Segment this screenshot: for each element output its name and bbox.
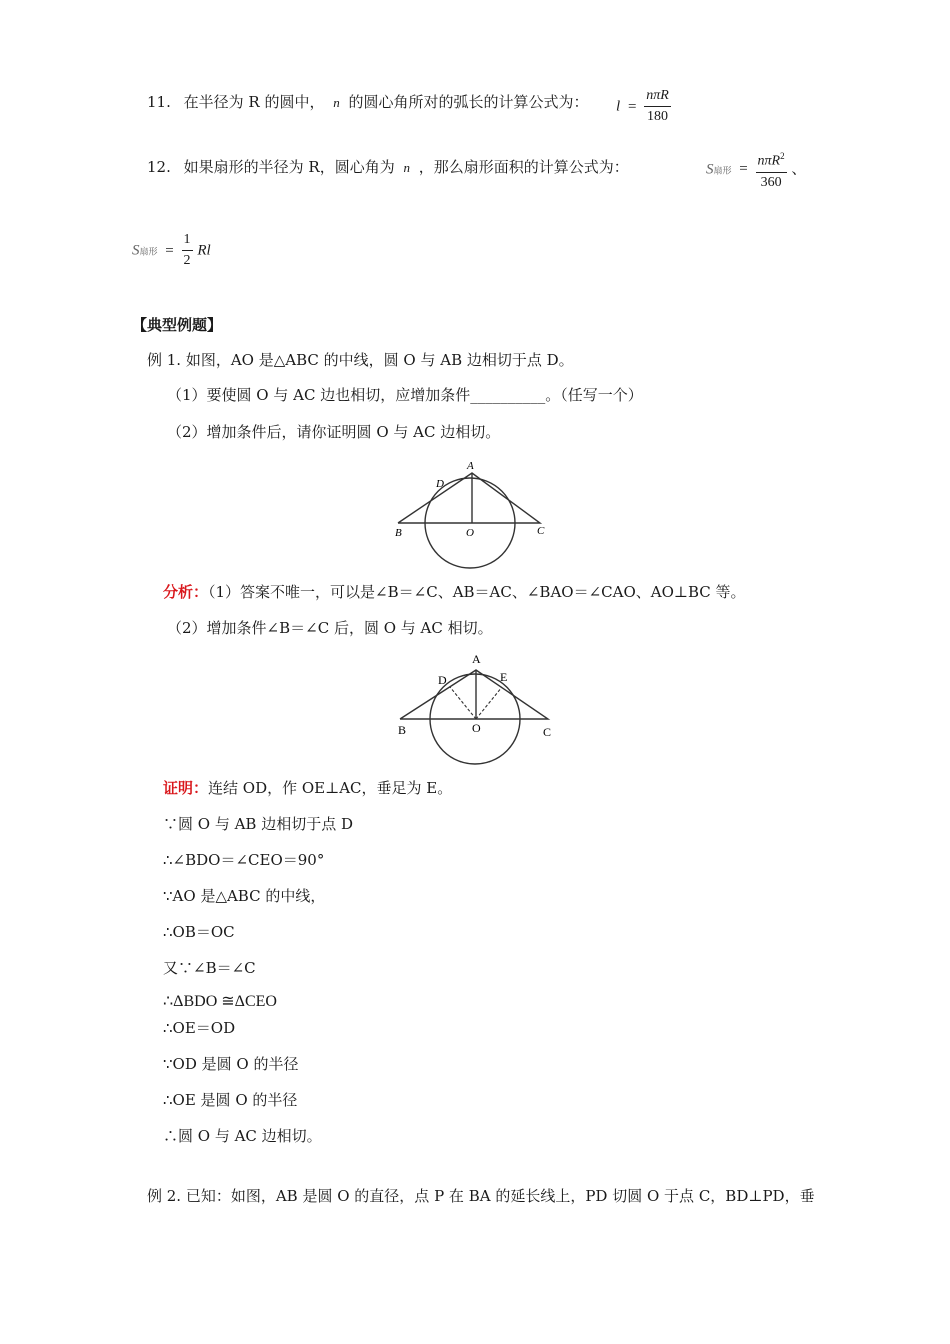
item-12-var-n: n bbox=[403, 160, 410, 175]
proof-text: 连结 OD，作 OE⊥AC，垂足为 E。 bbox=[208, 779, 453, 797]
item-11-text-a: 在半径为 R 的圆中， bbox=[183, 93, 325, 111]
example-1-figure-2 bbox=[392, 647, 557, 765]
figure-2-label-e: E bbox=[500, 670, 508, 684]
figure-2-dashed-oe bbox=[476, 687, 502, 719]
sector-area-eq: = bbox=[739, 161, 748, 178]
item-12-number: 12. bbox=[147, 158, 171, 176]
example-2-title: 例 2. 已知：如图，AB 是圆 O 的直径，点 P 在 BA 的延长线上，PD 切圆 O 于点 C，BD⊥PD，垂 bbox=[147, 1187, 815, 1205]
sector-area-numerator-sup: 2 bbox=[780, 151, 785, 161]
example-1-question-2: （2）增加条件后，请你证明圆 O 与 AC 边相切。 bbox=[167, 423, 501, 441]
proof-step: ∴圆 O 与 AC 边相切。 bbox=[163, 1127, 322, 1145]
analysis-text: （1）答案不唯一，可以是∠B＝∠C、AB＝AC、∠BAO＝∠CAO、AO⊥BC 等。 bbox=[208, 583, 746, 601]
sector-area2-lhs-sub: 扇形 bbox=[139, 247, 158, 258]
sector-area2-lhs: S bbox=[132, 242, 140, 259]
figure-1-label-d: D bbox=[436, 478, 444, 490]
sector-area-numerator bbox=[756, 146, 787, 173]
section-title: 【典型例题】 bbox=[132, 316, 223, 334]
example-1-title: 例 1. 如图，AO 是△ABC 的中线，圆 O 与 AB 边相切于点 D。 bbox=[147, 351, 574, 369]
arc-length-lhs: l bbox=[616, 98, 621, 115]
figure-1-label-b: B bbox=[395, 527, 402, 539]
proof-step: ∴OB＝OC bbox=[163, 923, 235, 941]
proof bbox=[163, 778, 452, 798]
item-11-var-n: n bbox=[333, 95, 340, 110]
sector-area-numerator-base: nπR bbox=[757, 153, 781, 169]
proof-step: 又∵∠B＝∠C bbox=[163, 959, 256, 977]
figure-2-label-d: D bbox=[438, 673, 447, 687]
sector-area2-denominator: 2 bbox=[183, 253, 191, 268]
item-11 bbox=[147, 92, 589, 113]
proof-step: ∵AO 是△ABC 的中线， bbox=[163, 887, 326, 905]
analysis-label: 分析： bbox=[163, 583, 209, 601]
analysis bbox=[163, 582, 746, 602]
arc-length-numerator: nπR bbox=[644, 86, 671, 107]
sector-area-formula-2 bbox=[132, 230, 211, 271]
arc-length-denominator: 180 bbox=[646, 109, 668, 124]
item-11-number: 11. bbox=[147, 93, 171, 111]
figure-2-label-b: B bbox=[398, 723, 407, 737]
example-1-figure bbox=[390, 455, 560, 570]
proof-step: ∴OE 是圆 O 的半径 bbox=[163, 1091, 298, 1109]
figure-2-dashed-od bbox=[450, 687, 476, 719]
sector-area-formula bbox=[706, 146, 806, 193]
item-12-text-a: 如果扇形的半径为 R，圆心角为 bbox=[183, 158, 395, 176]
arc-length-formula bbox=[616, 86, 671, 127]
figure-2-label-o: O bbox=[472, 721, 481, 735]
figure-1-label-a: A bbox=[467, 460, 474, 472]
sector-area2-numerator: 1 bbox=[182, 230, 193, 251]
proof-step: ∴∠BDO＝∠CEO＝90° bbox=[163, 851, 325, 869]
sector-area-lhs: S bbox=[706, 161, 714, 178]
arc-length-eq: = bbox=[627, 98, 637, 115]
figure-2-label-c: C bbox=[543, 725, 552, 739]
figure-1-label-o: O bbox=[466, 527, 474, 539]
example-1-question-1: （1）要使圆 O 与 AC 边也相切，应增加条件__________。（任写一个） bbox=[167, 386, 643, 404]
item-12-text-b: ，那么扇形面积的计算公式为： bbox=[418, 158, 629, 176]
sector-area-lhs-sub: 扇形 bbox=[713, 166, 732, 177]
sector-area2-rhs: Rl bbox=[197, 242, 211, 259]
proof-label: 证明： bbox=[163, 779, 209, 797]
analysis-part-2: （2）增加条件∠B＝∠C 后，圆 O 与 AC 相切。 bbox=[167, 619, 493, 637]
sector-area-fraction bbox=[756, 146, 787, 193]
figure-1-label-c: C bbox=[537, 525, 545, 537]
sector-area2-eq: = bbox=[165, 242, 174, 259]
proof-step: ∵圆 O 与 AB 边相切于点 D bbox=[163, 815, 354, 833]
proof-step: ∵OD 是圆 O 的半径 bbox=[163, 1055, 299, 1073]
proof-step: ∴ΔBDO ≅ΔCEO bbox=[163, 993, 277, 1010]
sector-area-denominator: 360 bbox=[760, 174, 782, 190]
sector-area-tail: 、 bbox=[791, 159, 807, 178]
item-12 bbox=[147, 157, 629, 178]
sector-area2-fraction bbox=[182, 230, 193, 271]
item-11-text-b: 的圆心角所对的弧长的计算公式为： bbox=[348, 93, 589, 111]
figure-2-label-a: A bbox=[472, 652, 481, 666]
proof-step: ∴OE＝OD bbox=[163, 1019, 236, 1037]
figure-2-triangle bbox=[400, 670, 548, 719]
arc-length-fraction bbox=[644, 86, 671, 127]
figure-1-triangle bbox=[398, 473, 540, 523]
